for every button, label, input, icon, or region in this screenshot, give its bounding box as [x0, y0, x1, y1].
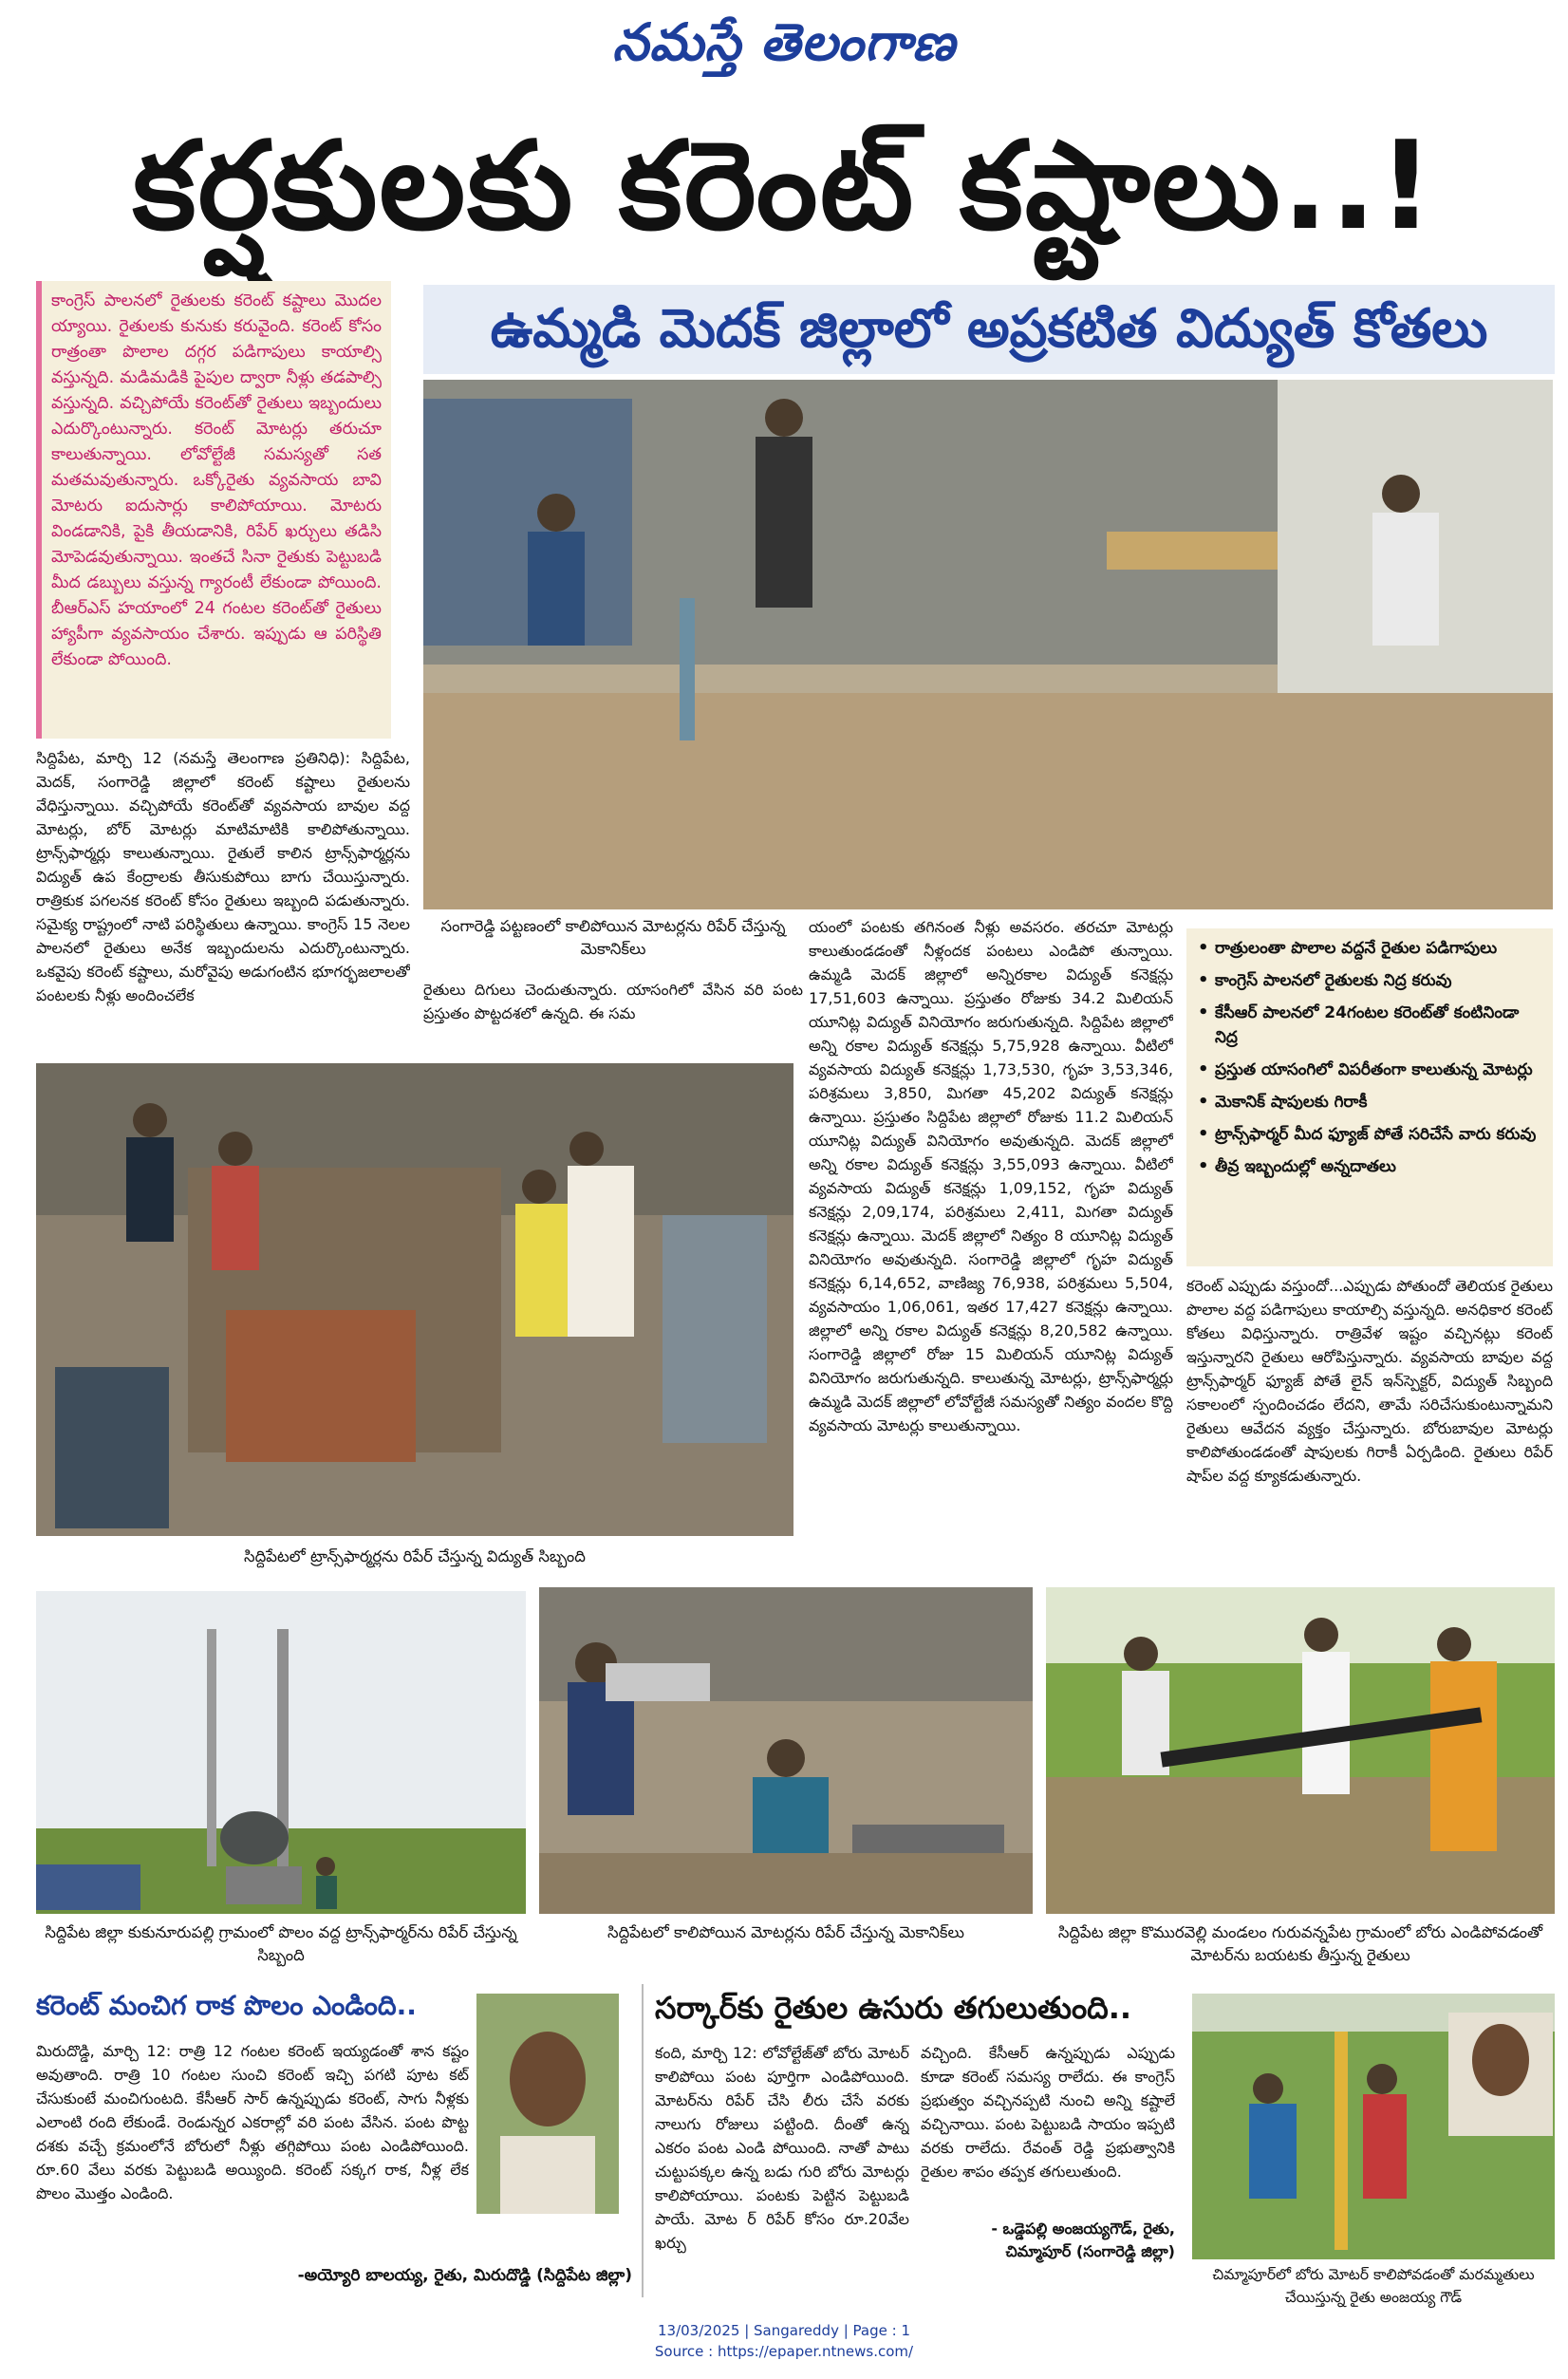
article-col1: [36, 746, 410, 1050]
highlight-item: [1196, 1001, 1543, 1050]
story2-col-a-text: కంది, మార్చి 12: లోవోల్టేజ్‌తో బోరు మోటర్ కాలిపోయి పంట పూర్తిగా ఎండిపోయింది. మోటర్‌ను రిపేర్ చేసి లీరు చేసే వరకు నాలుగు రోజులు పట్టింది. దీంతో ఉన్న ఎకరం పంట ఎండి పోయింది. నాతో పాటు చుట్టుపక్కల ఉన్న బడు గురి బోరు మోటర్లు కాలిపోయాయి. పంటకు పెట్టిన పెట్టుబడి పాయే. మోట ర్ రిపేర్ కోసం రూ.20వేల ఖర్చు: [655, 2044, 909, 2252]
story2-title: సర్కార్‌కు రైతుల ఉసురు తగులుతుంది..: [655, 1990, 1132, 2026]
bullet-icon: •: [1198, 938, 1209, 958]
bore-repair-photo: [1192, 1994, 1555, 2259]
photo1-caption: సంగారెడ్డి పట్టణంలో కాలిపోయిన మోటర్లను రిపేర్ చేస్తున్న మెకానిక్‌లు: [440, 917, 786, 958]
pole-transformer-photo: [36, 1591, 526, 1914]
masthead: [0, 0, 1568, 95]
highlight-item: [1196, 1154, 1543, 1179]
intro-box: [36, 281, 391, 739]
article-col2-text: రైతులు దిగులు చెందుతున్నారు. యాసంగిలో వేసిన వరి పంట ప్రస్తుతం పొట్టదశలో ఉన్నది. ఈ సమ: [423, 981, 803, 1022]
transformer-repair-photo: [36, 1063, 793, 1536]
story2-col-b-text: వచ్చింది. కేసీఆర్ ఉన్నప్పుడు ఎప్పుడు కూడా కరెంట్ సమస్య రాలేదు. ఈ కాంగ్రెస్ ప్రభుత్వం వచ్చినప్పటి నుంచి అన్ని కష్టాలే వచ్చినాయి. పంట పెట్టుబడి సాయం ఇప్పటి వరకు రాలేదు. రేవంత్ రెడ్డి ప్రభుత్వానికి రైతుల శాపం తప్పక తగులుతుంది.: [921, 2044, 1175, 2181]
story1-title: కరెంట్ మంచిగ రాక పొలం ఎండింది..: [36, 1990, 417, 2021]
article-col3: [809, 915, 1173, 1570]
story2-byline: - ఒడ్డెపల్లి అంజయ్యగౌడ్, రైతు, చిమ్మాపూర్ (సంగారెడ్డి జిల్లా): [991, 2220, 1175, 2260]
newspaper-title: నమస్తే తెలంగాణ: [612, 12, 956, 72]
story1-body-text: మిరుదొడ్డి, మార్చి 12: రాత్రి 12 గంటల కరెంట్ ఇయ్యడంతో శాన కష్టం అవుతాంది. రాత్రి 10 గంటల సుంచి కరెంట్ ఇచ్చి పగటి పూట కట్ చేసుకుంటే మంచిగుంటది. కేసీఆర్ సార్ ఉన్నప్పుడు కరెంట్, సాగు నీళ్లకు ఎలాంటి రంది లేకుండే. రెండున్నర ఎకరాల్లో వరి పంట వేసిన. పంట పొట్ట దశకు వచ్చే క్రమంలోనే బోరులో నీళ్లు తగ్గిపోయి పంట ఎండిపోయింది. రూ.60 వేలు వరకు పెట్టుబడి అయ్యింది. కరెంట్ సక్కగ రాక, నీళ్ల లేక పొలం మొత్తం ఎండింది.: [36, 2042, 469, 2202]
highlight-text: కాంగ్రెస్ పాలనలో రైతులకు నిద్ర కరువు: [1215, 971, 1452, 990]
story1-body: [36, 2039, 469, 2257]
highlight-text: తీవ్ర ఇబ్బందుల్లో అన్నదాతలు: [1215, 1157, 1396, 1176]
article-col4: [1186, 1274, 1553, 1570]
article-col1-text: సిద్దిపేట, మార్చి 12 (నమస్తే తెలంగాణ ప్రతినిధి): సిద్దిపేట, మెదక్, సంగారెడ్డి జిల్లాలో కరెంట్ కష్టాలు రైతులను వేధిస్తున్నాయి. వచ్చిపోయే కరెంట్‌తో వ్యవసాయ బావుల వద్ద మోటర్లు, బోర్ మోటర్లు మాటిమాటికి కాలిపోతున్నాయి. ట్రాన్స్‌ఫార్మర్లు కాలుతున్నాయి. రైతులే కాలిన ట్రాన్స్‌ఫార్మర్లను విద్యుత్ ఉప కేంద్రాలకు తీసుకుపోయి బాగు చేయిస్తున్నారు. రాత్రికుక పగలనక కరెంట్ కోసం రైతులు ఇబ్బంది పడుతున్నారు. సమైక్య రాష్ట్రంలో నాటి పరిస్థితులు ఉన్నాయి. కాంగ్రెస్ 15 నెలల పాలనలో రైతులు అనేక ఇబ్బందులను ఎదుర్కొంటున్నారు. ఒకవైపు కరెంట్ కష్టాలు, మరోవైపు అడుగంటిన భూగర్భజలాలతో పంటలకు నీళ్లు అందించలేక: [36, 749, 410, 1004]
motor-repair-photo: [539, 1587, 1033, 1914]
highlight-item: [1196, 1122, 1543, 1147]
story2-col-b: [921, 2041, 1175, 2212]
edition-line: 13/03/2025 | Sangareddy | Page : 1: [657, 2322, 910, 2339]
highlight-text: కేసీఆర్ పాలనలో 24గంటల కరెంట్‌తో కంటినిండా నిద్ర: [1215, 1003, 1520, 1047]
field-motor-photo: [1046, 1587, 1555, 1914]
photo3-caption: సిద్దిపేట జిల్లా కుకునూరుపల్లి గ్రామంలో పొలం వద్ద ట్రాన్స్‌ఫార్మర్‌ను రిపేర్ చేస్తున్న సిబ్బంది: [45, 1923, 517, 1964]
highlight-text: మెకానిక్ షాపులకు గిరాకీ: [1215, 1093, 1368, 1112]
intro-text: కాంగ్రెస్ పాలనలో రైతులకు కరెంట్ కష్టాలు మొదల య్యాయి. రైతులకు కునుకు కరువైంది. కరెంట్ కోసం రాత్రంతా పొలాల దగ్గర పడిగాపులు కాయాల్సి వస్తున్నది. మడిమడికి పైపుల ద్వారా నీళ్లు తడపాల్సి వస్తున్నది. వచ్చిపోయే కరెంట్‌తో రైతులు ఇబ్బందులు ఎదుర్కొంటున్నారు. కరెంట్ మోటర్లు తరుచూ కాలుతున్నాయి. లోవోల్టేజీ సమస్యతో సత మతమవుతున్నారు. ఒక్కోరైతు వ్యవసాయ బావి మోటరు ఐదుసార్లు కాలిపోయాయి. మోటరు విండడానికి, పైకి తీయడానికి, రిపేర్ ఖర్చులు తడిసి మోపెడవుతున్నాయి. ఇంతచే సినా రైతుకు పెట్టుబడి మీద డబ్బులు వస్తున్న గ్యారంటీ లేకుండా పోయింది. బీఆర్‌ఎస్ హయాంలో 24 గంటల కరెంట్‌తో రైతులు హ్యాపీగా వ్యవసాయం చేశారు. ఇప్పుడు ఆ పరిస్థితి లేకుండా పోయింది.: [51, 291, 382, 669]
photo2-caption: సిద్దిపేటలో ట్రాన్స్‌ఫార్మర్లను రిపేర్ చేస్తున్న విద్యుత్ సిబ్బంది: [244, 1547, 586, 1565]
story2-photo-caption: చిమ్మాపూర్‌లో బోరు మోటర్ కాలిపోవడంతో మరమ్మతులు చేయిస్తున్న రైతు అంజయ్య గౌడ్: [1212, 2266, 1535, 2306]
article-col4-text: కరెంట్ ఎప్పుడు వస్తుందో...ఎప్పుడు పోతుందో తెలియక రైతులు పొలాల వద్ద పడిగాపులు కాయాల్సి వస్తున్నది. అనధికార కరెంట్ కోతలు విధిస్తున్నారు. రాత్రివేళ ఇష్టం వచ్చినట్లు కరెంట్ ఇస్తున్నారని రైతులు ఆరోపిస్తున్నారు. వ్యవసాయ బావుల వద్ద ట్రాన్స్‌ఫార్మర్ ఫ్యూజ్ పోతే లైన్ ఇన్‌స్పెక్టర్, విద్యుత్ సిబ్బంది సకాలంలో స్పందించడం లేదని, తామే సరిచేసుకుంటున్నామని రైతులు ఆవేదన వ్యక్తం చేస్తున్నారు. బోరుబావుల మోటర్లు కాలిపోతుండడంతో షాపులకు గిరాకీ ఏర్పడింది. రైతులు రిపేర్ షాప్‌ల వద్ద క్యూకడుతున్నారు.: [1186, 1277, 1553, 1485]
photo5-caption: సిద్దిపేట జిల్లా కొమురవెల్లి మండలం గురువన్నపేట గ్రామంలో బోరు ఎండిపోవడంతో మోటర్‌ను బయటకు తీస్తున్న రైతులు: [1057, 1923, 1543, 1964]
page-footer: [0, 2320, 1568, 2362]
bullet-icon: •: [1198, 1156, 1209, 1176]
highlight-text: రాత్రులంతా పొలాల వద్దనే రైతుల పడిగాపులు: [1215, 939, 1498, 958]
mechanic-shop-photo: [423, 380, 1553, 909]
source-line: Source : https://epaper.ntnews.com/: [654, 2343, 914, 2360]
bullet-icon: •: [1198, 1002, 1209, 1022]
highlights-box: [1186, 928, 1553, 1266]
bullet-icon: •: [1198, 1092, 1209, 1112]
story2-col-a: [655, 2041, 909, 2269]
column-divider: [642, 1984, 644, 2297]
article-col3-text: యంలో పంటకు తగినంత నీళ్లు అవసరం. తరచూ మోటర్లు కాలుతుండడంతో నీళ్లందక పంటలు ఎండిపో తున్నాయి. ఉమ్మడి మెదక్ జిల్లాలో అన్నిరకాల విద్యుత్ కనెక్షన్లు 17,51,603 ఉన్నాయి. ప్రస్తుతం రోజుకు 34.2 మిలియన్ యూనిట్ల విద్యుత్ వినియోగం జరుగుతున్నది. సిద్దిపేట జిల్లాలో అన్ని రకాల విద్యుత్ కనెక్షన్లు 5,75,928 ఉన్నాయి. వీటిలో వ్యవసాయ విద్యుత్ కనెక్షన్లు 1,73,530, గృహ 3,53,346, పరిశ్రమలు 3,850, మిగతా 45,202 విద్యుత్ కనెక్షన్లు ఉన్నాయి. ప్రస్తుతం సిద్దిపేట జిల్లాలో రోజుకు 11.2 మిలియన్ యూనిట్ల విద్యుత్ వినియోగం అవుతున్నది. మెదక్ జిల్లాలో అన్ని రకాల విద్యుత్ కనెక్షన్లు 3,55,093 ఉన్నాయి. వీటిలో వ్యవసాయ విద్యుత్ కనెక్షన్లు 1,09,152, గృహ విద్యుత్ కనెక్షన్లు 2,09,174, పరిశ్రమలు 2,411, మిగతా విద్యుత్ కనెక్షన్లు ఉన్నాయి. మెదక్ జిల్లాలో నిత్యం 8 యూనిట్ల విద్యుత్ వినియోగం అవుతున్నది. సంగారెడ్డి జిల్లాలో గృహ విద్యుత్ కనెక్షన్లు 6,14,652, వాణిజ్య 76,938, పరిశ్రమలు 5,504, వ్యవసాయం 1,06,061, ఇతర 17,427 కనెక్షన్లు ఉన్నాయి. జిల్లాలో అన్ని రకాల విద్యుత్ కనెక్షన్లు 8,20,582 ఉన్నాయి. సంగారెడ్డి జిల్లాలో రోజు 15 మిలియన్ యూనిట్ల విద్యుత్ వినియోగం జరుగుతున్నది. కాలుతున్న మోటర్లు, ట్రాన్స్‌ఫార్మర్లు ఉమ్మడి మెదక్ జిల్లాలో లోవోల్టేజీ సమస్యతో నిత్యం వందల కొద్ది వ్యవసాయ మోటర్లు కాలుతున్నాయి.: [809, 918, 1173, 1434]
bullet-icon: •: [1198, 970, 1209, 990]
highlight-text: ప్రస్తుత యాసంగిలో విపరీతంగా కాలుతున్న మోటర్లు: [1215, 1060, 1533, 1079]
highlight-item: [1196, 1058, 1543, 1082]
highlight-item: [1196, 936, 1543, 961]
main-headline: కర్షకులకు కరెంట్ కష్టాలు..!: [132, 116, 1436, 257]
sub-headline: ఉమ్మడి మెదక్ జిల్లాలో అప్రకటిత విద్యుత్ కోతలు: [423, 285, 1555, 374]
story1-byline: -అయ్యోరి బాలయ్య, రైతు, మిరుదొడ్డి (సిద్దిపేట జిల్లా): [297, 2266, 632, 2285]
bullet-icon: •: [1198, 1124, 1209, 1144]
highlight-item: [1196, 968, 1543, 993]
farmer-portrait-photo: [476, 1994, 619, 2214]
bullet-icon: •: [1198, 1059, 1209, 1079]
article-col2: [423, 978, 803, 1044]
highlight-text: ట్రాన్స్‌ఫార్మర్ మీద ఫ్యూజ్ పోతే సరిచేసే వారు కరువు: [1215, 1125, 1537, 1144]
highlight-item: [1196, 1090, 1543, 1115]
photo4-caption: సిద్దిపేటలో కాలిపోయిన మోటర్లను రిపేర్ చేస్తున్న మెకానిక్‌లు: [607, 1923, 964, 1941]
